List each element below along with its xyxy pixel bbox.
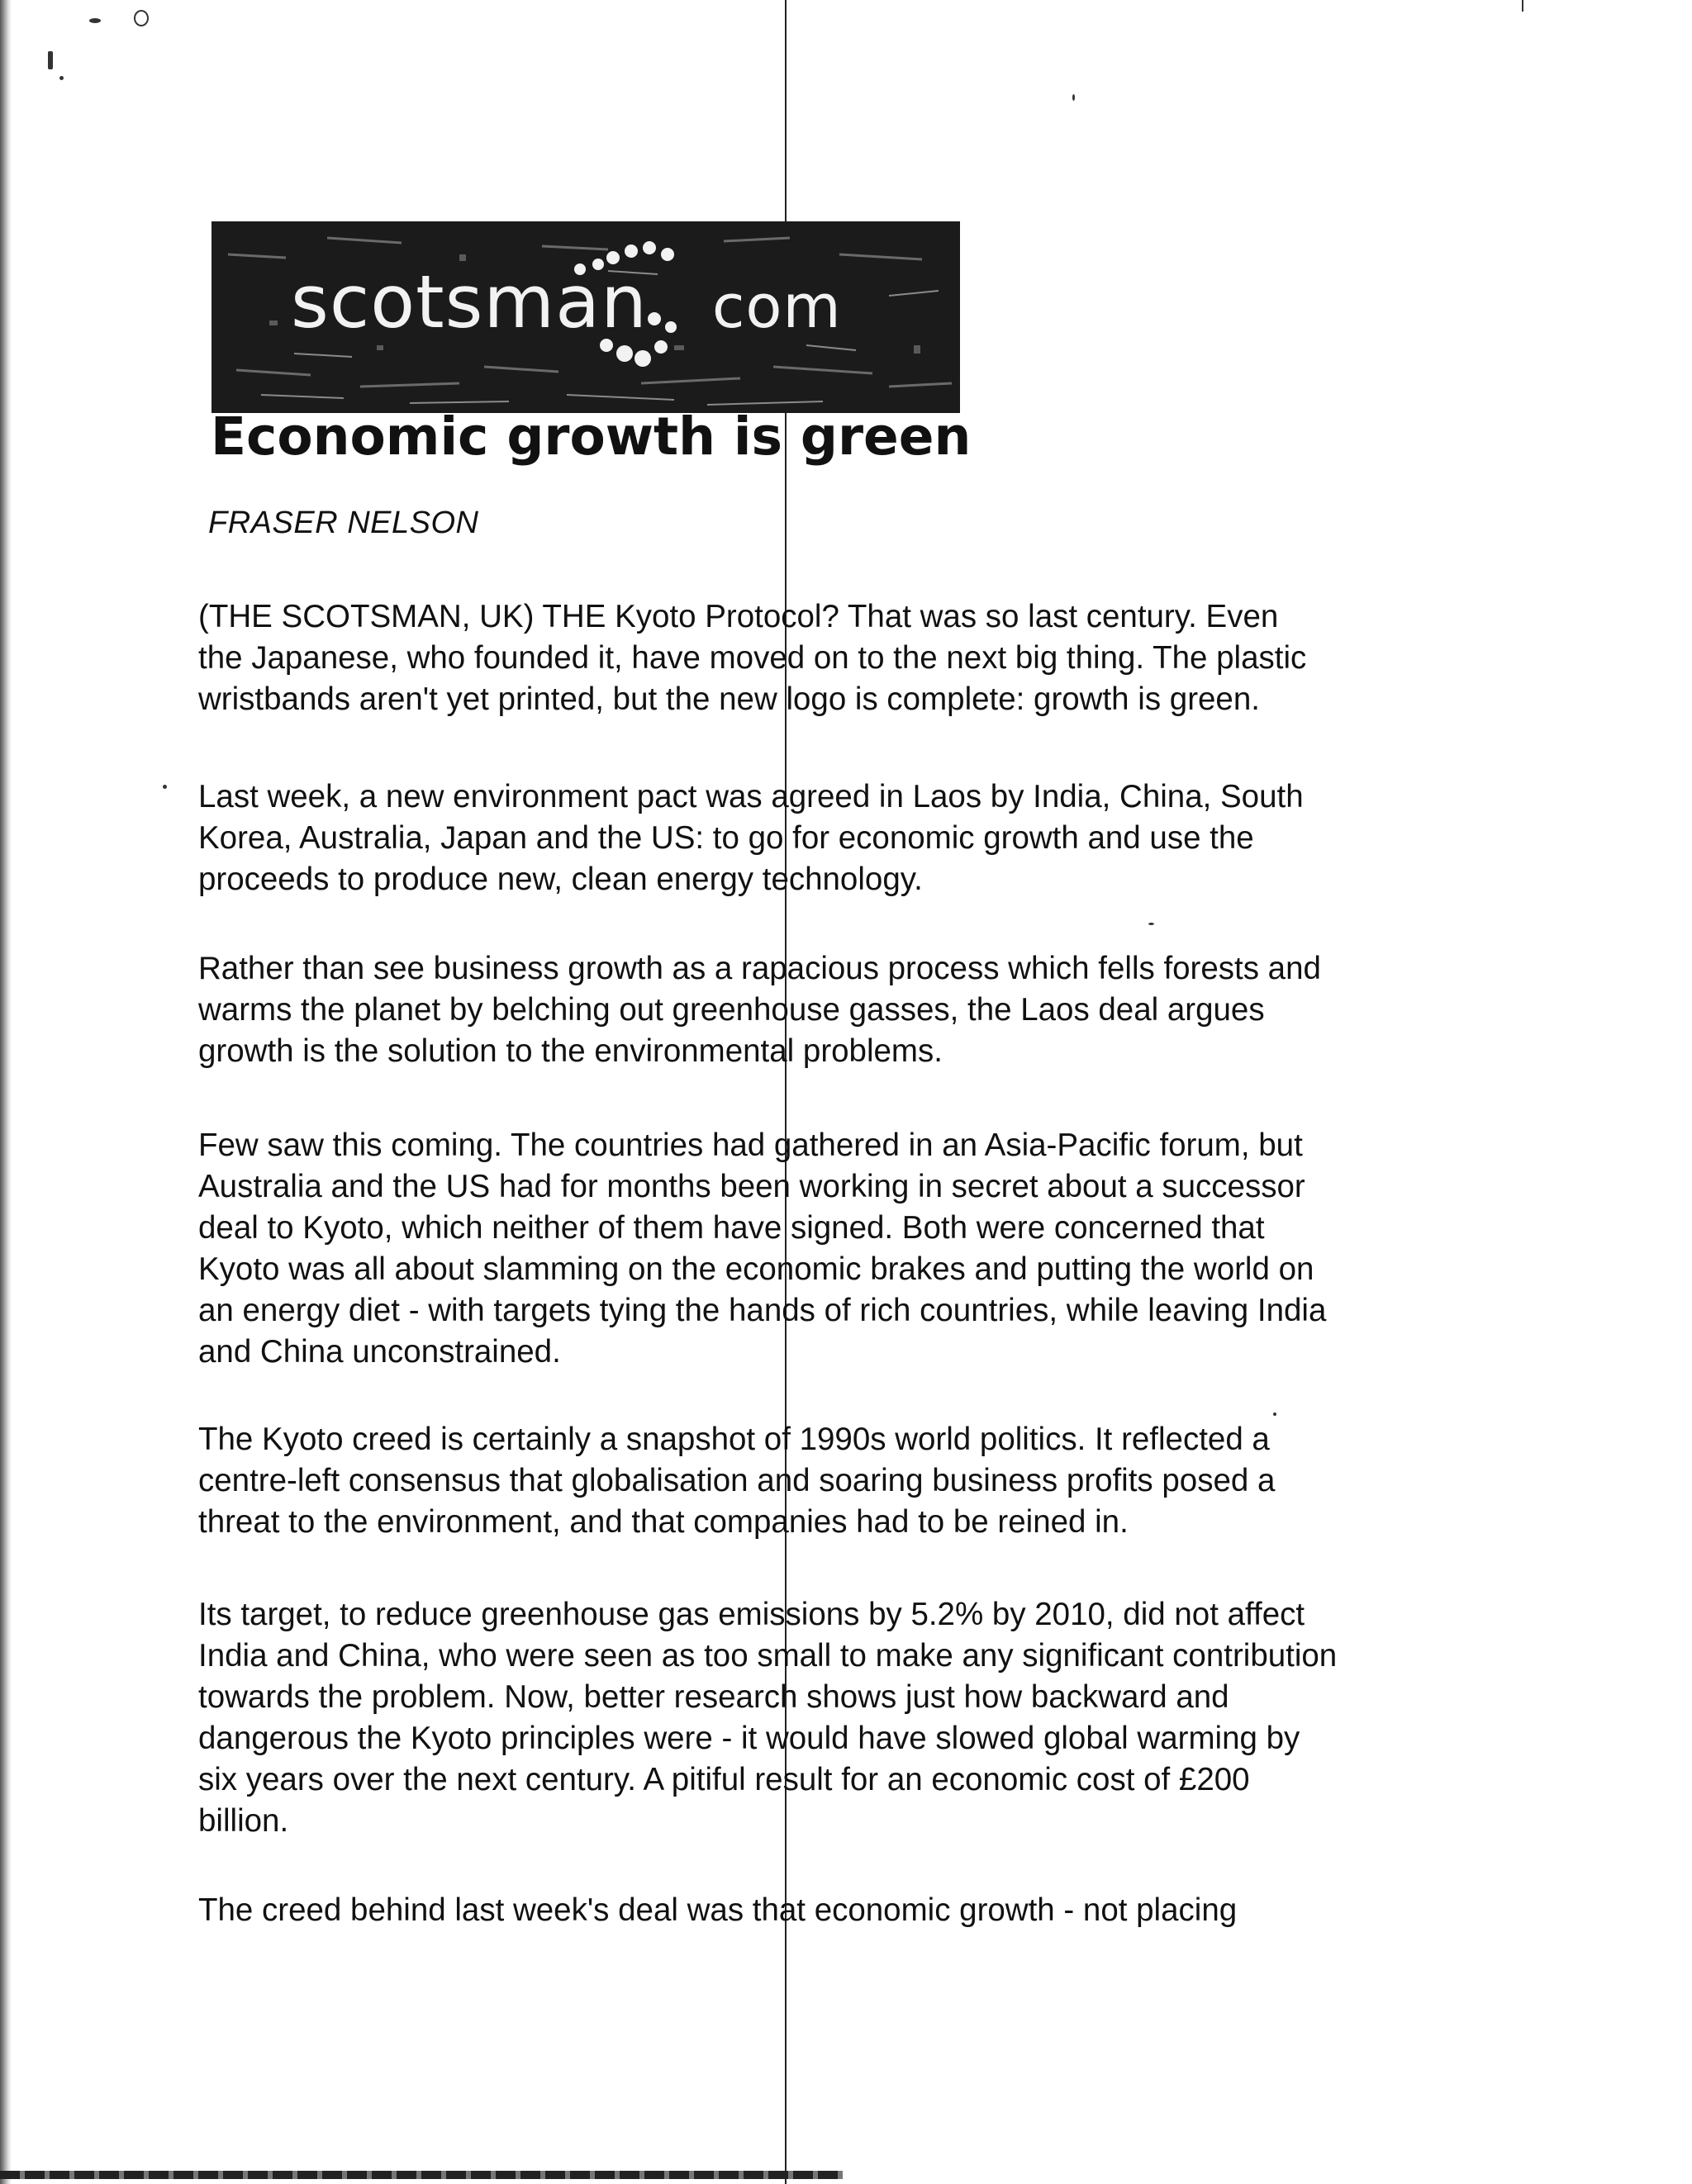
paragraph-line: threat to the environment, and that companies had to be reined in. — [198, 1504, 1129, 1540]
paragraph-line: six years over the next century. A pitiful result for an economic cost of £200 — [198, 1762, 1250, 1797]
paragraph-line: and China unconstrained. — [198, 1334, 561, 1370]
paragraph-line: deal to Kyoto, which neither of them have signed. Both were concerned that — [198, 1210, 1265, 1246]
scan-bottom-edge — [0, 2171, 843, 2179]
paragraph-line: warms the planet by belching out greenhouse gasses, the Laos deal argues — [198, 992, 1265, 1028]
article-byline: FRASER NELSON — [208, 506, 479, 540]
paragraph-line: dangerous the Kyoto principles were - it would have slowed global warming by — [198, 1721, 1300, 1756]
paragraph-line: The creed behind last week's deal was that economic growth - not placing — [198, 1892, 1238, 1928]
article-paragraph — [198, 1125, 1454, 1373]
paragraph-line: Rather than see business growth as a rapacious process which fells forests and — [198, 951, 1321, 986]
article-headline: Economic growth is green — [211, 406, 972, 467]
article-paragraph — [198, 596, 1454, 720]
scan-speck — [163, 785, 167, 789]
scan-speck — [48, 51, 53, 69]
paragraph-line: Few saw this coming. The countries had gathered in an Asia-Pacific forum, but — [198, 1128, 1303, 1163]
paragraph-line: wristbands aren't yet printed, but the new logo is complete: growth is green. — [198, 681, 1260, 717]
paragraph-line: India and China, who were seen as too small to make any significant contribution — [198, 1638, 1338, 1674]
article-paragraph — [198, 776, 1454, 900]
article-paragraph — [198, 1419, 1454, 1543]
scan-speck — [89, 18, 101, 23]
scan-speck — [59, 76, 64, 80]
article-paragraph — [198, 1890, 1454, 1931]
paragraph-line: towards the problem. Now, better research shows just how backward and — [198, 1679, 1229, 1715]
paragraph-line: growth is the solution to the environmental problems. — [198, 1033, 943, 1069]
paragraph-line: Its target, to reduce greenhouse gas emissions by 5.2% by 2010, did not affect — [198, 1597, 1305, 1632]
paragraph-line: an energy diet - with targets tying the hands of rich countries, while leaving India — [198, 1293, 1327, 1328]
paragraph-line: centre-left consensus that globalisation and soaring business profits posed a — [198, 1463, 1276, 1498]
paragraph-line: Kyoto was all about slamming on the economic brakes and putting the world on — [198, 1251, 1314, 1287]
scan-left-edge — [0, 0, 12, 2184]
paragraph-line: billion. — [198, 1803, 289, 1839]
masthead-logo — [291, 259, 842, 344]
scan-speck — [1273, 1412, 1276, 1416]
article-paragraph — [198, 1594, 1454, 1842]
masthead-logo-suffix: com — [711, 272, 842, 341]
article-paragraph — [198, 948, 1454, 1072]
scan-speck — [1148, 923, 1154, 925]
paragraph-line: Korea, Australia, Japan and the US: to go for economic growth and use the — [198, 820, 1254, 856]
masthead-banner — [212, 221, 960, 413]
scan-corner-mark — [1522, 0, 1523, 12]
paragraph-line: Australia and the US had for months been working in secret about a successor — [198, 1169, 1305, 1204]
scan-speck — [1072, 94, 1075, 101]
paragraph-line: proceeds to produce new, clean energy technology. — [198, 862, 923, 897]
paragraph-line: the Japanese, who founded it, have moved on to the next big thing. The plastic — [198, 640, 1307, 676]
masthead-logo-text: scotsman — [291, 259, 648, 344]
scan-speck — [134, 10, 149, 26]
paragraph-line: Last week, a new environment pact was agreed in Laos by India, China, South — [198, 779, 1304, 814]
paragraph-line: (THE SCOTSMAN, UK) THE Kyoto Protocol? That was so last century. Even — [198, 599, 1279, 634]
paragraph-line: The Kyoto creed is certainly a snapshot of 1990s world politics. It reflected a — [198, 1422, 1270, 1457]
